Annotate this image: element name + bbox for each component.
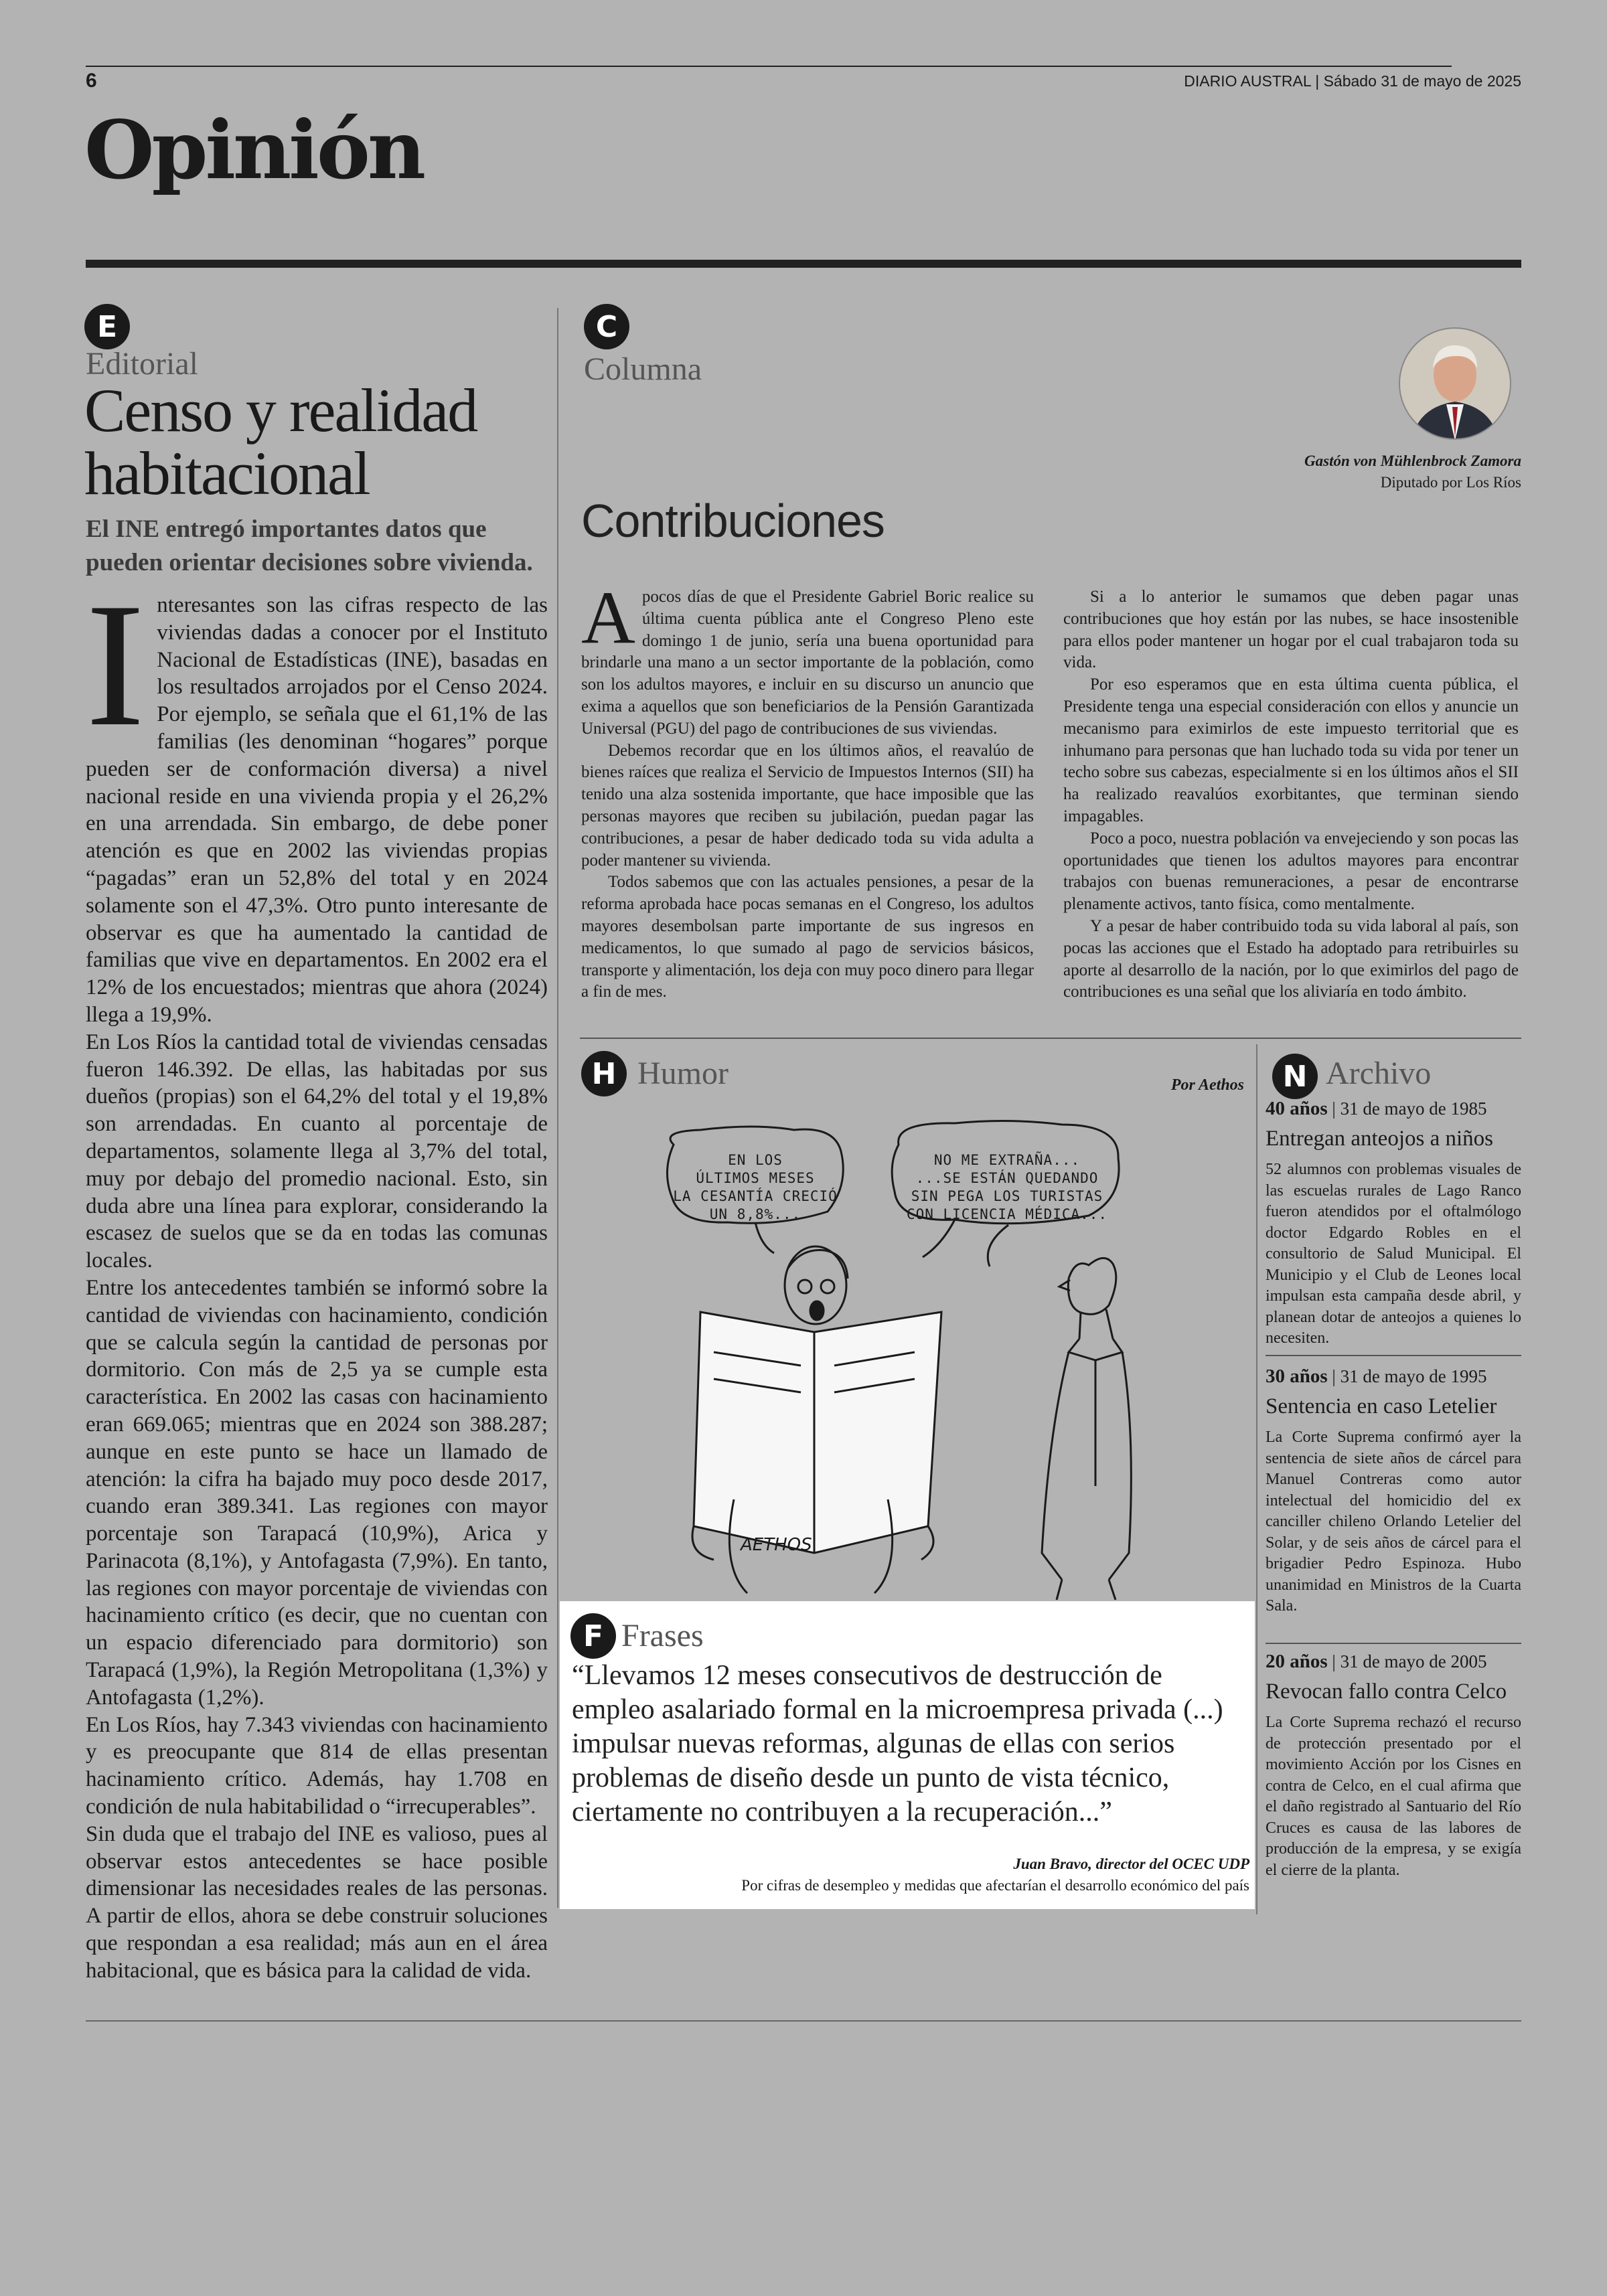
- bubble-left-line-2: ÚLTIMOS MESES: [696, 1170, 815, 1186]
- frases-badge: F: [570, 1613, 616, 1659]
- archivo-item-3-years: 20 años: [1266, 1651, 1328, 1672]
- frases-author: Juan Bravo, director del OCEC UDP: [1013, 1856, 1249, 1872]
- bubble-left-line-1: EN LOS: [728, 1152, 783, 1168]
- column-paragraph-6: Poco a poco, nuestra población va envejeciendo y son pocas las oportunidades que tienen los adultos mayores para encontrar trabajos con buenas remuneraciones, a pesar de encontrarse plenamente activos, tanto física, como mentalmente.: [1063, 829, 1519, 914]
- column-bottom-rule: [580, 1038, 1521, 1039]
- frases-context: Por cifras de desempleo y medidas que afectarían el desarrollo económico del país: [741, 1877, 1249, 1894]
- section-heavy-rule: [86, 260, 1521, 268]
- editorial-subtitle-line-1: El INE entregó importantes datos que: [86, 515, 487, 543]
- column-left-body: [581, 576, 1034, 1003]
- column-paragraph-7: Y a pesar de haber contribuido toda su vida laboral al país, son pocas las acciones que el Estado ha adoptado para retribuirles su aporte al desarrollo de la nación, por lo que eximirlos del pago de contribuciones es una señal que los aliviaría en todo ámbito.: [1063, 916, 1519, 1001]
- archivo-item-2: 30 años | 31 de mayo de 1995 Sentencia en caso Letelier La Corte Suprema confirmó ayer la sentencia de siete años de cárcel para Manuel Contreras como autor intelectual del homicidio del ex canciller chileno Orlando Letelier del Solar, y de seis años de cárcel para el brigadier Pedro Espinoza. Hubo unanimidad en Ministros de la Cuarta Sala.: [1266, 1366, 1521, 1617]
- archivo-item-1-body: 52 alumnos con problemas visuales de las escuelas rurales de Lago Ranco fueron atendidos por el oftalmólogo doctor Edgardo Robles en el consultorio de Salud Municipal. El Municipio y el Club de Leones local impulsan esta campaña desde abril, y planean dotar de anteojos a quienes lo necesiten.: [1266, 1161, 1521, 1347]
- archivo-item-1: 40 años | 31 de mayo de 1985 Entregan anteojos a niños 52 alumnos con problemas visuales de las escuelas rurales de Lago Ranco fueron atendidos por el oftalmólogo doctor Edgardo Robles en el consultorio de Salud Municipal. El Municipio y el Club de Leones local impulsan esta campaña desde abril, y planean dotar de anteojos a quienes lo necesiten.: [1266, 1098, 1521, 1349]
- newspaper-name: DIARIO AUSTRAL: [1184, 72, 1311, 90]
- editorial-paragraph-5: Sin duda que el trabajo del INE es valioso, pues al observar estos antecedentes se hace posible dimensionar las necesidades reales de las personas. A partir de ellos, ahora se debe construir soluciones que respondan a esa realidad; más aun en el área habitacional, que es básica para la calidad de vida.: [86, 1821, 548, 1983]
- archivo-item-2-date: 31 de mayo de 1995: [1340, 1366, 1487, 1386]
- column-paragraph-2: Debemos recordar que en los últimos años, el reavalúo de bienes raíces que realiza el Servicio de Impuestos Internos (SII) ha tenido una alza sostenida importante, que hace imposible que las personas mayores que reciben su jubilación, puedan pagar las contribuciones, a pesar de haber dedicado toda su vida adulta a poder mantener su vivienda.: [581, 741, 1034, 870]
- bubble-right-line-1: NO ME EXTRAÑA...: [933, 1152, 1081, 1168]
- archivo-item-3: 20 años | 31 de mayo de 2005 Revocan fallo contra Celco La Corte Suprema rechazó el recurso de protección presentado por el movimiento Acción por los Cisnes en contra de Celco, en el cual afirma que el daño registrado al Santuario del Río Cruces es causa de las labores de producción de la empresa, y se exigía el cierre de la planta.: [1266, 1651, 1521, 1881]
- column-paragraph-3: Todos sabemos que con las actuales pensiones, a pesar de la reforma aprobada hace pocas semanas en el Congreso, los adultos mayores desembolsan parte importante de sus ingresos en medicamentos, lo que sumado al pago de servicios básicos, transporte y alimentación, los deja con muy poco dinero para llegar a fin de mes.: [581, 873, 1034, 1001]
- archivo-item-3-title: Revocan fallo contra Celco: [1266, 1679, 1507, 1704]
- masthead-date-line: [1184, 72, 1521, 90]
- page-bottom-rule: [86, 2020, 1521, 2022]
- column-paragraph-4: Si a lo anterior le sumamos que deben pagar unas contribuciones que hoy están por las nubes, se hace insostenible para ellos poder mantener un hogar por el cual trabajaron toda su vida.: [1063, 588, 1519, 672]
- cartoon-drawing: [580, 1111, 1257, 1600]
- column-badge: C: [584, 304, 629, 349]
- column-divider: [557, 308, 558, 1908]
- column-kicker: Columna: [584, 351, 702, 387]
- editorial-paragraph-4: En Los Ríos, hay 7.343 viviendas con hacinamiento y es preocupante que 814 de ellas presentan hacinamiento crítico. Además, hay 1.708 en condición de nula habitabilidad o “irrecuperables”.: [86, 1712, 548, 1819]
- bubble-right-line-2: ...SE ESTÁN QUEDANDO: [915, 1170, 1099, 1186]
- column-author-role: Diputado por Los Ríos: [1380, 474, 1521, 491]
- column-paragraph-1: pocos días de que el Presidente Gabriel Boric realice su última cuenta pública ante el Congreso Pleno este domingo 1 de junio, sería una buena oportunidad para brindarle una mano a un sector importante de la población, como son los adultos mayores, e incluir en su discurso un anuncio que exima a aquellos que son beneficiarios de la Pensión Garantizada Universal (PGU) del pago de contribuciones de sus viviendas.: [581, 588, 1034, 738]
- header-top-rule: [86, 66, 1452, 67]
- column-author-name: Gastón von Mühlenbrock Zamora: [1304, 453, 1521, 469]
- editorial-subtitle-line-2: pueden orientar decisiones sobre vivienda.: [86, 549, 533, 576]
- humor-kicker: Humor: [637, 1056, 729, 1091]
- column-dropcap: A: [581, 576, 635, 659]
- issue-date: Sábado 31 de mayo de 2025: [1323, 72, 1521, 90]
- section-title: Opinión: [84, 103, 424, 197]
- humor-credit: Por Aethos: [1170, 1076, 1244, 1094]
- editorial-title: [84, 376, 477, 507]
- author-portrait: [1398, 327, 1512, 440]
- archivo-item-1-years: 40 años: [1266, 1098, 1328, 1119]
- editorial-paragraph-1: nteresantes son las cifras respecto de las viviendas dadas a conocer por el Instituto Nacional de Estadísticas (INE), basadas en los resultados arrojados por el Censo 2024. Por ejemplo, se señala que el 61,1% de las familias (les denominan “hogares” porque pueden ser de conformación diversa) a nivel nacional reside en una vivienda propia y el 26,2% en una arrendada. Sin embargo, de debe poner atención es que en 2002 las viviendas propias “pagadas” eran un 52,8% del total y en 2024 solamente son el 47,3%. Otro punto interesante de observar es que ha aumentado la cantidad de familias que vive en departamentos. En 2002 era el 12% de los encuestados; mientras que ahora (2024) llega a 19,9%.: [86, 593, 548, 1027]
- bubble-right-line-4: CON LICENCIA MÉDICA...: [906, 1206, 1108, 1222]
- archivo-item-2-body: La Corte Suprema confirmó ayer la sentencia de siete años de cárcel para Manuel Contreras como autor intelectual del homicidio del ex canciller chileno Orlando Letelier del Solar, y de seis años de cárcel para el brigadier Pedro Espinoza. Hubo unanimidad en Ministros de la Cuarta Sala.: [1266, 1428, 1521, 1615]
- archivo-item-3-body: La Corte Suprema rechazó el recurso de protección presentado por el movimiento Acción por los Cisnes en contra de Celco, en el cual afirma que el daño registrado al Santuario del Río Cruces es causa de las labores de producción de la empresa, y se exigía el cierre de la planta.: [1266, 1714, 1521, 1879]
- editorial-dropcap: I: [86, 567, 145, 763]
- cartoon-listener: [1042, 1258, 1131, 1600]
- cartoon-signature: AETHOS: [741, 1535, 812, 1555]
- author-portrait-graphic: [1398, 327, 1512, 440]
- editorial-paragraph-3: Entre los antecedentes también se informó sobre la cantidad de viviendas con hacinamiento, condición que se calcula según la cantidad de personas por dormitorio. Con más de 2,5 ya se cumple esta característica. En 2002 las casas con hacinamiento eran 669.065; mientras que en 2024 son 388.287; aunque en este punto se hace un llamado de atención: la cifra ha bajado muy poco desde 2017, cuando eran 389.341. Las regiones con mayor porcentaje son Tarapacá (10,9%), Arica y Parinacota (8,1%), y Antofagasta (7,9%). En tanto, las regiones con mayor porcentaje de viviendas con hacinamiento crítico (es decir, que no cuentan con un espacio diferenciado para dormitorio) son Tarapacá (1,9%), la Región Metropolitana (1,3%) y Antofagasta (1,2%).: [86, 1275, 548, 1710]
- editorial-paragraph-2: En Los Ríos la cantidad total de viviendas censadas fueron 146.392. De ellas, las habitadas por sus dueños (propias) son el 64,2% del total y el 19,8% son arrendadas. En cuanto al porcentaje de departamentos, solamente llega al 3,7% del total, muy por debajo del promedio nacional. Esto, sin duda abre una línea para explorar, considerando la escasez de suelos que se da en todas las comunas locales.: [86, 1030, 548, 1273]
- column-right-body: [1063, 586, 1519, 1003]
- archivo-badge: N: [1272, 1054, 1318, 1099]
- archivo-rule-2: [1266, 1643, 1521, 1644]
- archivo-rule-1: [1266, 1355, 1521, 1356]
- editorial-badge: E: [84, 304, 130, 349]
- column-title: Contribuciones: [581, 495, 885, 547]
- cartoon: [580, 1111, 1257, 1600]
- archivo-kicker: Archivo: [1326, 1056, 1432, 1091]
- bubble-right-line-3: SIN PEGA LOS TURISTAS: [911, 1188, 1103, 1204]
- editorial-body: [86, 567, 548, 1985]
- editorial-title-line-2: habitacional: [84, 439, 370, 507]
- archivo-item-1-title: Entregan anteojos a niños: [1266, 1127, 1493, 1151]
- frases-quote: “Llevamos 12 meses consecutivos de destrucción de empleo asalariado formal en la microempresa privada (...) impulsar nuevas reformas, algunas de ellas con serios problemas de diseño desde un punto de vista técnico, ciertamente no contribuyen a la recuperación...”: [572, 1660, 1223, 1827]
- archivo-item-3-date: 31 de mayo de 2005: [1340, 1651, 1487, 1671]
- frases-kicker: Frases: [621, 1618, 704, 1653]
- archivo-item-1-date: 31 de mayo de 1985: [1340, 1098, 1487, 1119]
- archivo-item-2-title: Sentencia en caso Letelier: [1266, 1394, 1497, 1418]
- cartoon-reader: [692, 1246, 941, 1593]
- bubble-left-line-3: LA CESANTÍA CRECIÓ: [673, 1188, 838, 1204]
- humor-badge: H: [581, 1051, 627, 1096]
- editorial-kicker: Editorial: [86, 346, 198, 382]
- archivo-divider: [1256, 1044, 1257, 1914]
- editorial-subtitle: [86, 513, 533, 580]
- editorial-title-line-1: Censo y realidad: [84, 376, 477, 444]
- page-number: 6: [86, 70, 97, 92]
- column-paragraph-5: Por eso esperamos que en esta última cuenta pública, el Presidente tenga una especial consideración con ellos y anuncie un mecanismo para eximirlos de este impuesto territorial que es inhumano para personas que han luchado toda su vida por tener un techo sobre sus cabezas, especialmente si en los últimos años el SII ha realizado reavalúos exorbitantes, que terminan siendo impagables.: [1063, 675, 1519, 825]
- date-separator: |: [1315, 72, 1324, 90]
- bubble-left-line-4: UN 8,8%...: [709, 1206, 801, 1222]
- archivo-item-2-years: 30 años: [1266, 1366, 1328, 1387]
